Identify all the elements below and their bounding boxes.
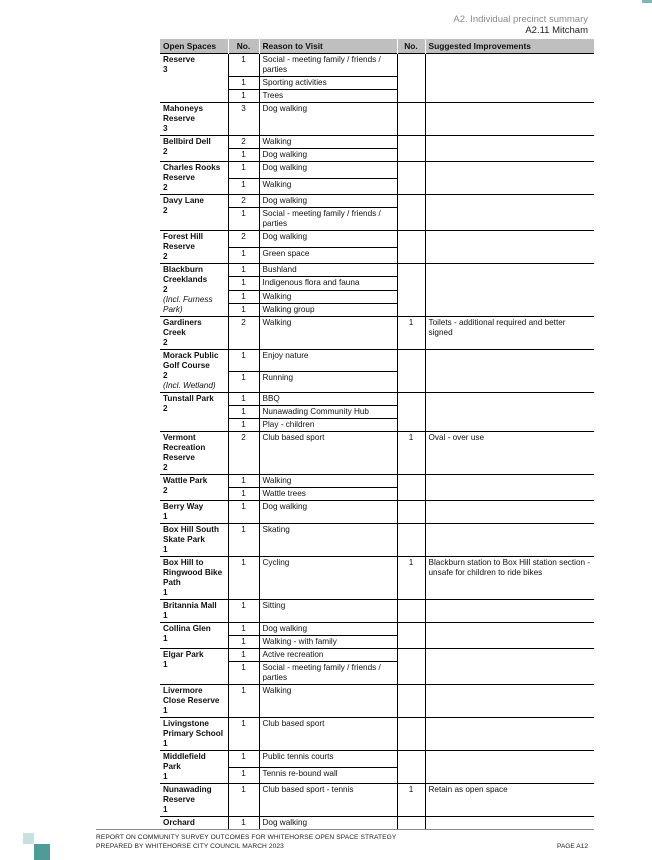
reason-to-visit-cell: Active recreation [259,649,397,662]
table-row [160,600,594,623]
open-space-name: Charles Rooks Reserve [163,163,221,182]
reason-to-visit-cell: Walking [259,685,397,718]
reason-to-visit-cell: Cycling [259,557,397,600]
suggested-improvement-cell: Oval - over use [425,432,594,475]
improvement-count-cell [397,350,425,393]
reason-count-cell: 1 [228,685,259,718]
open-space-count: 1 [163,706,168,715]
reason-count-cell: 1 [228,178,259,195]
reason-count-cell: 1 [228,290,259,303]
page-number: PAGE A12 [556,843,588,850]
open-space-cell [160,103,228,136]
open-space-name: Britannia Mall [163,601,217,610]
reason-count-cell: 1 [228,488,259,501]
open-space-cell [160,649,228,685]
open-space-count: 1 [163,512,168,521]
open-space-name: Elgar Park [163,650,204,659]
suggested-improvement-cell: Retain as open space [425,784,594,817]
reason-to-visit-cell: Dog walking [259,162,397,179]
suggested-improvement-cell: Blackburn station to Box Hill station section - unsafe for children to ride bikes [425,557,594,600]
open-space-name: Mahoneys Reserve [163,104,204,123]
reason-count-cell: 1 [228,77,259,90]
open-space-name: Orchard [163,818,195,827]
open-space-name: Reserve [163,55,195,64]
reason-to-visit-cell: Public tennis courts [259,751,397,768]
reason-to-visit-cell: Dog walking [259,103,397,136]
suggested-improvement-cell [425,195,594,231]
open-space-cell [160,162,228,195]
open-space-name: Blackburn Creeklands [163,265,208,284]
improvement-count-cell: 1 [397,317,425,350]
reason-to-visit-cell: Dog walking [259,149,397,162]
reason-count-cell: 2 [228,231,259,248]
reason-count-cell: 1 [228,662,259,685]
open-space-name: Box Hill to Ringwood Bike Path [163,558,223,587]
reason-count-cell: 1 [228,600,259,623]
reason-count-cell: 1 [228,557,259,600]
reason-to-visit-cell: Sitting [259,600,397,623]
reason-to-visit-cell: Dog walking [259,231,397,248]
reason-to-visit-cell: Trees [259,90,397,103]
reason-to-visit-cell: Walking [259,290,397,303]
open-spaces-table [160,39,595,829]
reason-to-visit-cell: Club based sport [259,718,397,751]
open-space-cell [160,557,228,600]
open-space-count: 2 [163,147,168,156]
reason-to-visit-cell: Nunawading Community Hub [259,406,397,419]
open-space-count: 1 [163,772,168,781]
suggested-improvement-cell [425,751,594,784]
suggested-improvement-cell [425,685,594,718]
open-space-count: 2 [163,252,168,261]
open-space-name: Gardiners Creek [163,318,202,337]
open-space-name: Wattle Park [163,476,208,485]
improvement-count-cell [397,162,425,195]
open-space-cell [160,264,228,317]
open-space-name: Forest Hill Reserve [163,232,204,251]
improvement-count-cell: 1 [397,784,425,817]
open-space-name: Davy Lane [163,196,204,205]
reason-count-cell: 1 [228,817,259,830]
suggested-improvement-cell [425,393,594,432]
table-row [160,751,594,768]
table-row [160,501,594,524]
reason-count-cell: 1 [228,475,259,488]
reason-to-visit-cell: Walking group [259,303,397,316]
open-space-count: 2 [163,206,168,215]
suggested-improvement-cell [425,623,594,649]
suggested-improvement-cell [425,350,594,393]
open-space-count: 1 [163,739,168,748]
footer-prepared-by: PREPARED BY WHITEHORSE CITY COUNCIL MARCH 2023 [96,843,284,850]
reason-count-cell: 1 [228,208,259,231]
reason-to-visit-cell: Sporting activities [259,77,397,90]
open-space-count: 2 [163,338,168,347]
improvement-count-cell: 1 [397,557,425,600]
table-row [160,103,594,136]
open-space-note: (Incl. Wetland) [163,381,216,390]
open-space-count: 2 [163,486,168,495]
table-row [160,162,594,179]
reason-to-visit-cell: Dog walking [259,195,397,208]
table-row [160,557,594,600]
open-space-count: 2 [163,371,168,380]
reason-count-cell: 1 [228,636,259,649]
suggested-improvement-cell [425,162,594,195]
reason-count-cell: 3 [228,103,259,136]
open-space-cell [160,136,228,162]
table-row [160,432,594,475]
table-row [160,350,594,372]
table-row [160,54,594,77]
footer-report-title: REPORT ON COMMUNITY SURVEY OUTCOMES FOR WHITEHORSE OPEN SPACE STRATEGY [96,834,397,841]
reason-count-cell: 1 [228,90,259,103]
suggested-improvement-cell [425,718,594,751]
corner-accent-mark [642,0,652,3]
improvement-count-cell [397,817,425,830]
decorative-square-light [23,833,34,844]
table-row [160,784,594,817]
improvement-count-cell [397,501,425,524]
improvement-count-cell [397,475,425,501]
open-space-cell [160,350,228,393]
reason-count-cell: 1 [228,371,259,393]
reason-to-visit-cell: Running [259,371,397,393]
open-space-cell [160,685,228,718]
open-space-cell [160,751,228,784]
table-row [160,231,594,248]
open-space-count: 1 [163,805,168,814]
suggested-improvement-cell [425,501,594,524]
reason-count-cell: 1 [228,718,259,751]
reason-count-cell: 1 [228,784,259,817]
suggested-improvement-cell [425,475,594,501]
improvement-count-cell [397,136,425,162]
reason-to-visit-cell: Social - meeting family / friends / parties [259,208,397,231]
open-space-note: (Incl. Furness Park) [163,295,213,314]
table-row [160,623,594,636]
reason-count-cell: 1 [228,350,259,372]
open-space-name: Box Hill South Skate Park [163,525,219,544]
improvement-count-cell [397,751,425,784]
reason-count-cell: 2 [228,195,259,208]
open-space-name: Berry Way [163,502,204,511]
improvement-count-cell [397,623,425,649]
reason-to-visit-cell: Club based sport [259,432,397,475]
reason-count-cell: 1 [228,623,259,636]
column-header-improvement-count: No. [397,39,425,54]
suggested-improvement-cell [425,649,594,685]
open-space-name: Tunstall Park [163,394,214,403]
column-header-reason-to-visit: Reason to Visit [259,39,397,54]
subsection-heading: A2.11 Mitcham [525,25,588,36]
reason-to-visit-cell: Walking [259,178,397,195]
suggested-improvement-cell [425,103,594,136]
reason-to-visit-cell: BBQ [259,393,397,406]
table-row [160,718,594,751]
improvement-count-cell [397,685,425,718]
reason-to-visit-cell: Green space [259,247,397,264]
column-header-open-spaces: Open Spaces [160,39,228,54]
improvement-count-cell [397,264,425,317]
suggested-improvement-cell [425,600,594,623]
reason-to-visit-cell: Walking [259,317,397,350]
open-space-count: 2 [163,285,168,294]
reason-count-cell: 2 [228,317,259,350]
open-space-count: 1 [163,660,168,669]
reason-count-cell: 1 [228,149,259,162]
open-space-count: 3 [163,124,168,133]
improvement-count-cell [397,103,425,136]
reason-count-cell: 1 [228,649,259,662]
open-space-count: 2 [163,463,168,472]
table-row [160,393,594,406]
improvement-count-cell [397,231,425,264]
table-row [160,195,594,208]
reason-to-visit-cell: Walking [259,475,397,488]
suggested-improvement-cell [425,136,594,162]
table-row [160,136,594,149]
open-space-cell [160,817,228,830]
table-row [160,475,594,488]
open-space-cell [160,393,228,432]
reason-count-cell: 1 [228,277,259,290]
reason-count-cell: 1 [228,162,259,179]
reason-count-cell: 2 [228,432,259,475]
suggested-improvement-cell [425,54,594,103]
open-space-name: Middlefield Park [163,752,206,771]
open-space-cell [160,54,228,103]
open-space-name: Morack Public Golf Course [163,351,219,370]
open-space-count: 1 [163,545,168,554]
open-space-count: 2 [163,183,168,192]
reason-to-visit-cell: Play - children [259,419,397,432]
reason-to-visit-cell: Dog walking [259,623,397,636]
suggested-improvement-cell [425,524,594,557]
reason-to-visit-cell: Bushland [259,264,397,277]
decorative-square-dark [34,844,50,860]
reason-count-cell: 1 [228,501,259,524]
reason-to-visit-cell: Indigenous flora and fauna [259,277,397,290]
improvement-count-cell [397,195,425,231]
reason-to-visit-cell: Club based sport - tennis [259,784,397,817]
open-space-cell [160,231,228,264]
open-space-name: Livingstone Primary School [163,719,224,738]
open-space-name: Collina Glen [163,624,211,633]
reason-count-cell: 1 [228,393,259,406]
open-space-cell [160,501,228,524]
open-space-cell [160,317,228,350]
reason-count-cell: 1 [228,524,259,557]
reason-count-cell: 1 [228,303,259,316]
improvement-count-cell [397,649,425,685]
open-space-count: 1 [163,634,168,643]
reason-to-visit-cell: Skating [259,524,397,557]
table-header [160,39,594,54]
improvement-count-cell: 1 [397,432,425,475]
suggested-improvement-cell: Toilets - additional required and better signed [425,317,594,350]
table-row [160,685,594,718]
reason-count-cell: 1 [228,406,259,419]
improvement-count-cell [397,718,425,751]
open-space-cell [160,623,228,649]
table-row [160,317,594,350]
open-space-cell [160,784,228,817]
reason-to-visit-cell: Walking [259,136,397,149]
reason-count-cell: 1 [228,54,259,77]
reason-to-visit-cell: Dog walking [259,501,397,524]
open-space-cell [160,475,228,501]
suggested-improvement-cell [425,231,594,264]
open-space-cell [160,432,228,475]
reason-count-cell: 1 [228,767,259,784]
reason-to-visit-cell: Enjoy nature [259,350,397,372]
improvement-count-cell [397,393,425,432]
column-header-suggested-improvements: Suggested Improvements [425,39,594,54]
open-space-cell [160,600,228,623]
table-row [160,817,594,830]
open-space-name: Nunawading Reserve [163,785,212,804]
table-body [160,54,594,830]
improvement-count-cell [397,600,425,623]
reason-count-cell: 1 [228,264,259,277]
section-heading: A2. Individual precinct summary [453,14,588,25]
reason-to-visit-cell: Social - meeting family / friends / parties [259,662,397,685]
open-space-name: Vermont Recreation Reserve [163,433,206,462]
open-space-cell [160,195,228,231]
open-space-cell [160,524,228,557]
table-row [160,524,594,557]
suggested-improvement-cell [425,264,594,317]
reason-to-visit-cell: Dog walking [259,817,397,830]
reason-to-visit-cell: Social - meeting family / friends / parties [259,54,397,77]
open-space-name: Bellbird Dell [163,137,211,146]
reason-count-cell: 1 [228,751,259,768]
reason-count-cell: 1 [228,419,259,432]
reason-to-visit-cell: Wattle trees [259,488,397,501]
footer-rule [96,829,594,830]
reason-to-visit-cell: Walking - with family [259,636,397,649]
reason-count-cell: 1 [228,247,259,264]
reason-count-cell: 2 [228,136,259,149]
open-space-count: 2 [163,404,168,413]
open-space-count: 3 [163,65,168,74]
column-header-reason-count: No. [228,39,259,54]
open-space-cell [160,718,228,751]
open-space-count: 1 [163,588,168,597]
improvement-count-cell [397,524,425,557]
open-space-name: Livermore Close Reserve [163,686,220,705]
table-row [160,649,594,662]
suggested-improvement-cell [425,817,594,830]
improvement-count-cell [397,54,425,103]
table-row [160,264,594,277]
open-space-count: 1 [163,611,168,620]
reason-to-visit-cell: Tennis re-bound wall [259,767,397,784]
